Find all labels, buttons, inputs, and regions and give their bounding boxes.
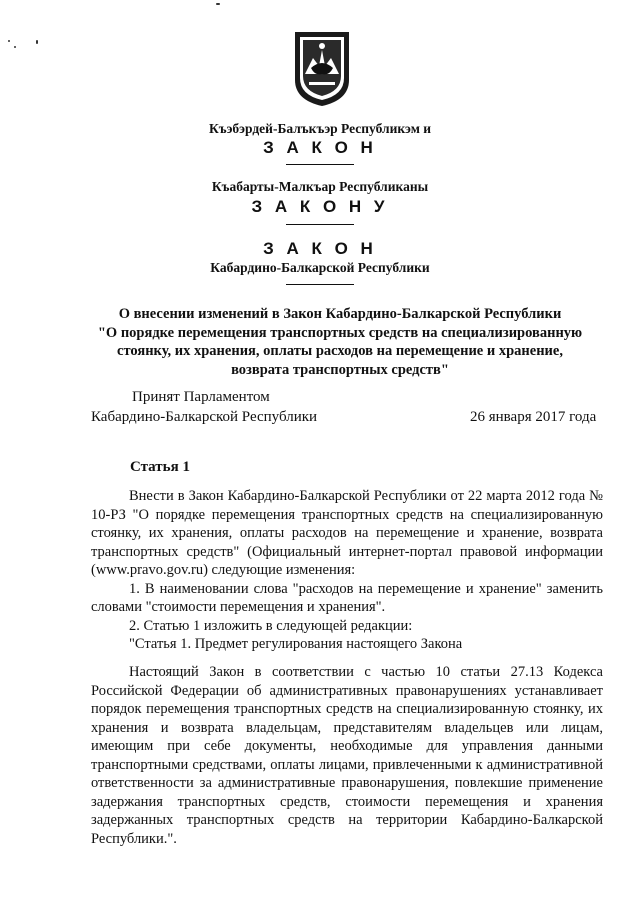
russian-republic-line: Кабардино-Балкарской Республики [210, 260, 430, 275]
article-heading: Статья 1 [130, 459, 190, 475]
kabardian-law-word: З А К О Н [263, 138, 377, 157]
russian-law-word: З А К О Н [263, 239, 377, 258]
coat-of-arms-emblem [291, 28, 353, 108]
adoption-date: 26 января 2017 года [470, 409, 597, 425]
scan-speck [36, 40, 38, 44]
kabardian-republic-line: Къэбэрдей-Балъкъэр Республикэм и [208, 121, 432, 136]
header-divider [286, 164, 354, 165]
law-title-line: "О порядке перемещения транспортных средств на специализированную [97, 324, 583, 341]
adopted-by-republic: Кабардино-Балкарской Республики [91, 409, 318, 425]
adopted-by-parliament: Принят Парламентом [132, 389, 270, 405]
balkar-republic-line: Къабарты-Малкъар Республиканы [211, 179, 429, 194]
law-title-line: стоянку, их хранения, оплаты расходов на перемещение и хранение, [117, 343, 563, 359]
scan-speck [8, 40, 10, 42]
balkar-law-word: З А К О Н У [251, 197, 389, 216]
header-divider [286, 284, 354, 285]
quoted-article-body: Настоящий Закон в соответствии с частью 10 статьи 27.13 Кодекса Российской Федерации об административных правонарушениях устанавливает порядок перемещения транспортных средств на специализированную стоянку, их хранения и возврата владельцам, представителям владельцев или лицам, имеющим при себе документы, необходимые для управления данными транспортными средствами, оплаты лицами, привлеченными к административной ответственности за административные правонарушения, повлекшие применение задержания транспортных средств, стоимости перемещения и хранения задержанных транспортных средств на территории Кабардино-Балкарской Республики.". [91, 664, 603, 847]
scan-speck [14, 46, 16, 48]
quoted-article-heading: "Статья 1. Предмет регулирования настоящего Закона [129, 636, 463, 652]
article-item-2: 2. Статью 1 изложить в следующей редакции: [129, 617, 413, 634]
article-body [91, 487, 603, 654]
law-title-line: О внесении изменений в Закон Кабардино-Балкарской Республики [118, 306, 562, 322]
quoted-article-body-block [91, 663, 603, 848]
scan-speck [216, 3, 220, 5]
law-title [80, 305, 600, 379]
article-intro: Внести в Закон Кабардино-Балкарской Республики от 22 марта 2012 года № 10-РЗ "О порядке перемещения транспортных средств на специализированную стоянку, их хранения, оплаты расходов на перемещение и хранение, возврата транспортных средств" (Официальный интернет-портал правовой информации (www.pravo.gov.ru) следующие изменения: [91, 488, 603, 578]
header-divider [286, 224, 354, 225]
article-item-1: 1. В наименовании слова "расходов на перемещение и хранение" заменить словами "стоимости перемещения и хранения". [91, 580, 603, 615]
law-title-line: возврата транспортных средств" [231, 361, 449, 378]
